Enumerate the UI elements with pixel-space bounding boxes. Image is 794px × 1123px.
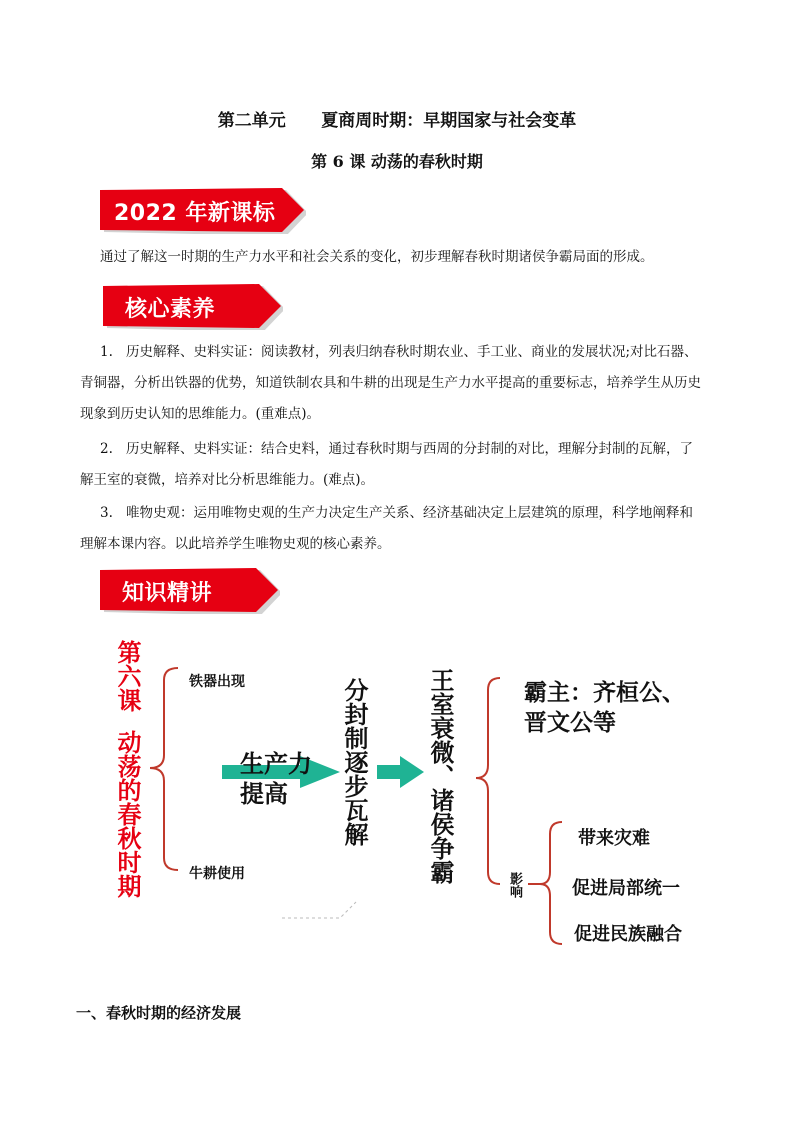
core-item-line: 历史解释、史料实证：阅读教材，列表归纳春秋时期农业、手工业、商业的发展状况;对比石器、 xyxy=(126,344,698,360)
diagram-productivity-2: 提高 xyxy=(240,780,288,808)
diagram-effect-2: 促进局部统一 xyxy=(572,878,680,899)
diagram-impact: 影响 xyxy=(507,872,522,898)
diagram-productivity-1: 生产力 xyxy=(240,750,312,778)
diagram-iron: 铁器出现 xyxy=(189,674,245,690)
diagram-lesson-label xyxy=(112,640,142,712)
core-banner-label: 核心素养 xyxy=(125,297,216,322)
curriculum-banner xyxy=(100,188,306,234)
diagram-royal: 王室衰微、诸侯争霸 xyxy=(426,668,454,884)
diagram-lesson-label-2: 动荡的春秋时期 xyxy=(113,730,141,898)
knowledge-banner-label: 知识精讲 xyxy=(122,581,213,606)
core-item-1 xyxy=(80,337,730,430)
knowledge-banner xyxy=(100,568,280,614)
diagram-effect-1: 带来灾难 xyxy=(578,828,650,849)
core-item-number: 1. xyxy=(100,344,113,360)
curriculum-banner-label: 2022 年新课标 xyxy=(114,201,276,226)
diagram-ox: 牛耕使用 xyxy=(189,866,245,882)
diagram-hegemon-1: 霸主：齐桓公、 xyxy=(524,680,685,706)
core-item-line: 解王室的衰微，培养对比分析思维能力。(难点)。 xyxy=(80,472,375,488)
diagram-hegemon-2: 晋文公等 xyxy=(524,710,616,736)
curriculum-text: 通过了解这一时期的生产力水平和社会关系的变化，初步理解春秋时期诸侯争霸局面的形成。 xyxy=(100,249,654,265)
diagram-effect-3: 促进民族融合 xyxy=(574,924,682,945)
section-heading: 一、春秋时期的经济发展 xyxy=(76,1004,242,1022)
core-item-number: 2. xyxy=(100,441,113,457)
core-item-line: 历史解释、史料实证：结合史料，通过春秋时期与西周的分封制的对比，理解分封制的瓦解，了 xyxy=(126,441,693,457)
core-item-line: 青铜器，分析出铁器的优势，知道铁制农具和牛耕的出现是生产力水平提高的重要标志，培养学生从历史 xyxy=(80,375,701,391)
diagram-lesson-label-1: 第六课 xyxy=(113,640,141,712)
core-item-line: 现象到历史认知的思维能力。(重难点)。 xyxy=(80,406,321,422)
core-item-number: 3. xyxy=(100,505,113,521)
diagram-fengjian: 分封制逐步瓦解 xyxy=(340,678,368,846)
lesson-title: 第 6 课 动荡的春秋时期 xyxy=(311,152,483,171)
core-banner xyxy=(103,284,283,330)
core-item-2 xyxy=(80,434,730,496)
unit-title: 第二单元 夏商周时期：早期国家与社会变革 xyxy=(217,111,577,131)
core-item-line: 理解本课内容。以此培养学生唯物史观的核心素养。 xyxy=(80,536,391,552)
core-item-line: 唯物史观：运用唯物史观的生产力决定生产关系、经济基础决定上层建筑的原理，科学地阐释和 xyxy=(126,505,693,521)
core-item-3 xyxy=(80,498,730,560)
